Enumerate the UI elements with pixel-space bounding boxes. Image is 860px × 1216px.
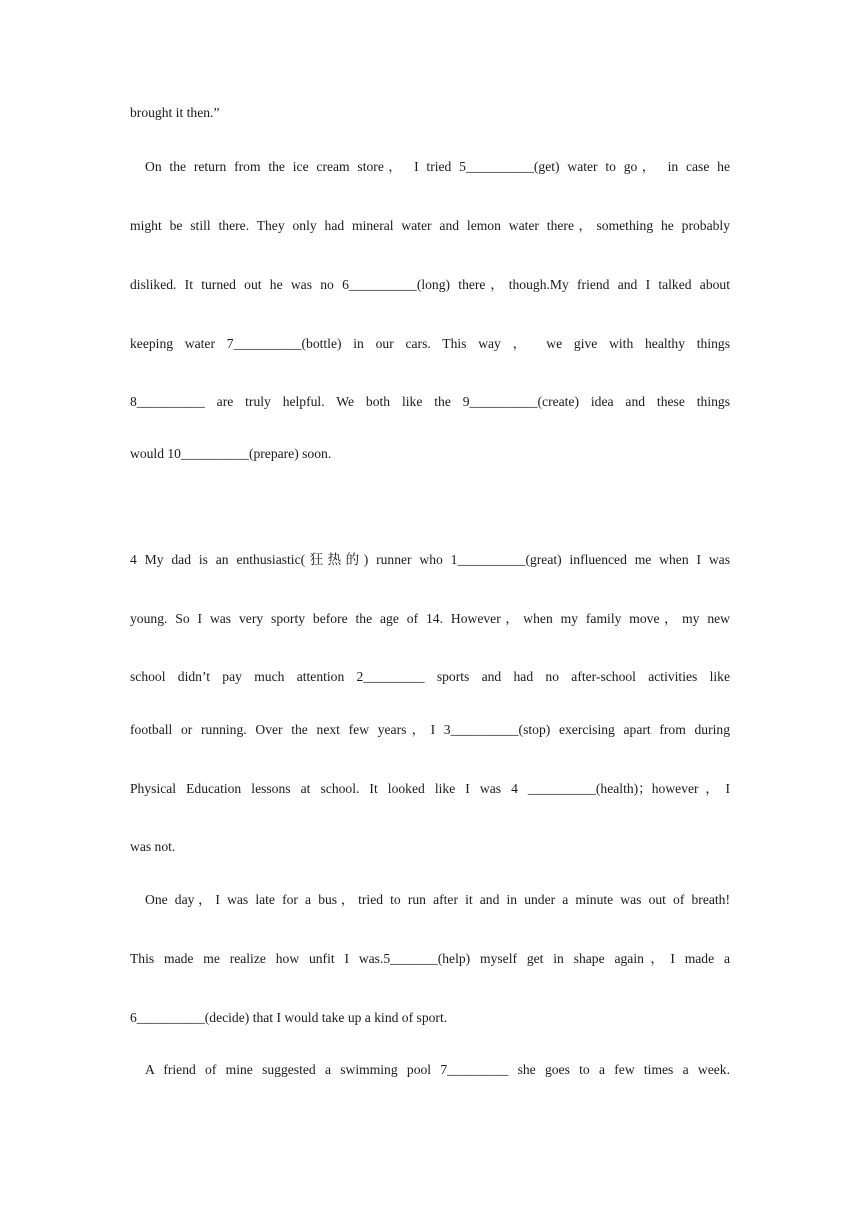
text-line: might be still there. They only had mineral water and lemon water there，something he probably xyxy=(130,218,730,233)
text-line: 6__________(decide) that I would take up a kind of sport. xyxy=(130,1010,448,1025)
text-line: was not. xyxy=(130,839,176,854)
text-line: 4 My dad is an enthusiastic(狂热的) runner who 1__________(great) influenced me when I was xyxy=(130,552,730,567)
text-line: A friend of mine suggested a swimming pool 7_________ she goes to a few times a week. xyxy=(145,1062,730,1077)
text-line: brought it then.” xyxy=(130,105,220,120)
text-line: school didn’t pay much attention 2_________ sports and had no after-school activities like xyxy=(130,669,730,684)
text-line: keeping water 7__________(bottle) in our cars. This way ， we give with healthy things xyxy=(130,336,730,351)
text-line: young. So I was very sporty before the age of 14. However，when my family move，my new xyxy=(130,611,730,626)
text-line: This made me realize how unfit I was.5_______(help) myself get in shape again，I made a xyxy=(130,951,730,966)
text-line: On the return from the ice cream store， I tried 5__________(get) water to go， in case he xyxy=(145,159,730,174)
text-line: football or running. Over the next few years，I 3__________(stop) exercising apart from during xyxy=(130,722,730,737)
text-line: Physical Education lessons at school. It looked like I was 4 __________(health)；however，I xyxy=(130,781,730,796)
text-line: disliked. It turned out he was no 6__________(long) there，though.My friend and I talked about xyxy=(130,277,730,292)
text-line: One day，I was late for a bus，tried to run after it and in under a minute was out of breath! xyxy=(145,892,730,907)
text-line: would 10__________(prepare) soon. xyxy=(130,446,332,461)
text-line: 8__________ are truly helpful. We both like the 9__________(create) idea and these things xyxy=(130,394,730,409)
